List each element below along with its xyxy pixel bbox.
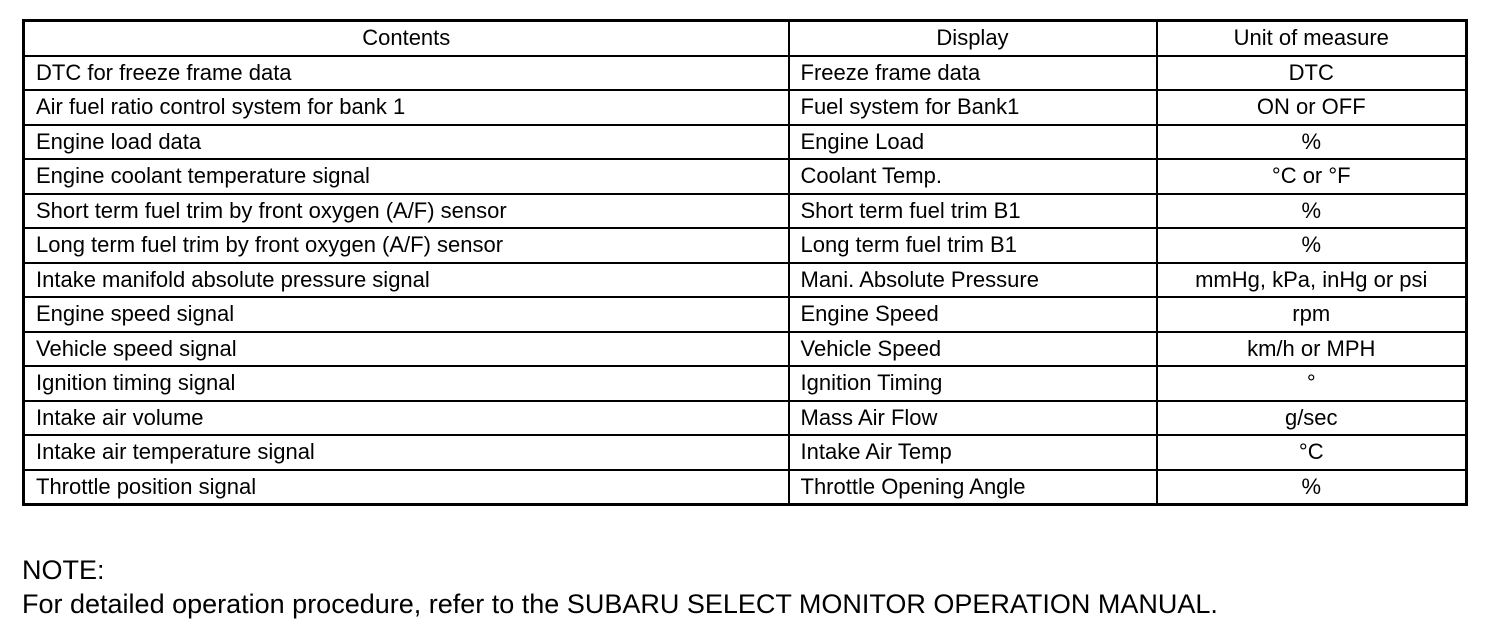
cell-contents: Intake manifold absolute pressure signal	[24, 263, 789, 298]
cell-display: Vehicle Speed	[789, 332, 1157, 367]
table-row	[24, 90, 1467, 125]
cell-contents: DTC for freeze frame data	[24, 56, 789, 91]
table-row	[24, 194, 1467, 229]
cell-display: Engine Speed	[789, 297, 1157, 332]
table-row	[24, 56, 1467, 91]
cell-unit: °C or °F	[1157, 159, 1467, 194]
cell-display: Throttle Opening Angle	[789, 470, 1157, 505]
cell-contents: Ignition timing signal	[24, 366, 789, 401]
table-row	[24, 228, 1467, 263]
note-block	[22, 553, 1218, 621]
header-contents: Contents	[24, 21, 789, 56]
cell-contents: Vehicle speed signal	[24, 332, 789, 367]
note-text: For detailed operation procedure, refer to the SUBARU SELECT MONITOR OPERATION MANUAL.	[22, 589, 1218, 619]
cell-display: Long term fuel trim B1	[789, 228, 1157, 263]
cell-contents: Intake air volume	[24, 401, 789, 436]
header-display: Display	[789, 21, 1157, 56]
table-row	[24, 470, 1467, 505]
cell-contents: Long term fuel trim by front oxygen (A/F) sensor	[24, 228, 789, 263]
table-row	[24, 435, 1467, 470]
table-row	[24, 263, 1467, 298]
cell-unit: DTC	[1157, 56, 1467, 91]
cell-contents: Throttle position signal	[24, 470, 789, 505]
cell-display: Freeze frame data	[789, 56, 1157, 91]
cell-contents: Engine coolant temperature signal	[24, 159, 789, 194]
cell-contents: Intake air temperature signal	[24, 435, 789, 470]
table-row	[24, 401, 1467, 436]
cell-unit: °	[1157, 366, 1467, 401]
header-unit: Unit of measure	[1157, 21, 1467, 56]
table-header-row	[24, 21, 1467, 56]
cell-display: Intake Air Temp	[789, 435, 1157, 470]
cell-contents: Air fuel ratio control system for bank 1	[24, 90, 789, 125]
cell-unit: mmHg, kPa, inHg or psi	[1157, 263, 1467, 298]
cell-display: Engine Load	[789, 125, 1157, 160]
table-row	[24, 125, 1467, 160]
cell-display: Short term fuel trim B1	[789, 194, 1157, 229]
cell-display: Mass Air Flow	[789, 401, 1157, 436]
cell-display: Fuel system for Bank1	[789, 90, 1157, 125]
table-row	[24, 159, 1467, 194]
table-row	[24, 297, 1467, 332]
cell-display: Mani. Absolute Pressure	[789, 263, 1157, 298]
data-table	[22, 19, 1468, 506]
cell-unit: ON or OFF	[1157, 90, 1467, 125]
cell-unit: %	[1157, 470, 1467, 505]
cell-contents: Short term fuel trim by front oxygen (A/F) sensor	[24, 194, 789, 229]
cell-contents: Engine load data	[24, 125, 789, 160]
cell-unit: %	[1157, 194, 1467, 229]
table-row	[24, 366, 1467, 401]
cell-unit: g/sec	[1157, 401, 1467, 436]
cell-unit: rpm	[1157, 297, 1467, 332]
cell-unit: °C	[1157, 435, 1467, 470]
cell-display: Ignition Timing	[789, 366, 1157, 401]
cell-unit: %	[1157, 125, 1467, 160]
cell-display: Coolant Temp.	[789, 159, 1157, 194]
cell-unit: km/h or MPH	[1157, 332, 1467, 367]
cell-unit: %	[1157, 228, 1467, 263]
note-title: NOTE:	[22, 555, 105, 585]
table-row	[24, 332, 1467, 367]
cell-contents: Engine speed signal	[24, 297, 789, 332]
